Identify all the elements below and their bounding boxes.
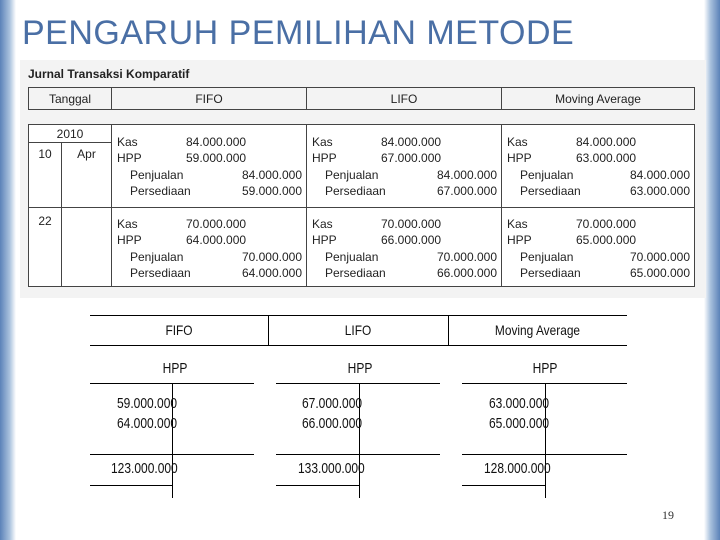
t-header-top-rule — [90, 315, 627, 316]
t-header-moving-average: Moving Average — [494, 322, 581, 338]
t-lifo-total: 133.000.000 — [298, 460, 365, 477]
lifo-entry-1: Kas 84.000.000 HPP 67.000.000 Penjualan 84.000.000 Persediaan 67.000.000 — [307, 125, 502, 208]
t-account-lifo-title: HPP — [347, 360, 373, 377]
t-avg-entry-2: 65.000.000 — [489, 415, 550, 432]
t-avg-total-rule — [462, 454, 627, 455]
t-avg-total: 128.000.000 — [484, 460, 551, 477]
day-cell-2: 22 — [29, 208, 62, 287]
day-cell-1: 10 — [29, 143, 62, 208]
avg-entry-2: Kas 70.000.000 HPP 65.000.000 Penjualan 70.000.000 Persediaan 65.000.000 — [502, 208, 695, 287]
t-avg-bottom-rule — [462, 485, 545, 486]
t-lifo-total-rule — [276, 454, 440, 455]
t-fifo-total: 123.000.000 — [111, 460, 178, 477]
t-lifo-entry-1: 67.000.000 — [302, 395, 363, 412]
year-cell: 2010 — [29, 125, 112, 143]
t-header-fifo: FIFO — [165, 322, 193, 338]
t-avg-entry-1: 63.000.000 — [489, 395, 550, 412]
fifo-entry-1: Kas 84.000.000 HPP 59.000.000 Penjualan 84.000.000 Persediaan 59.000.000 — [112, 125, 307, 208]
t-fifo-bottom-rule — [90, 485, 172, 486]
t-fifo-entry-2: 64.000.000 — [117, 415, 178, 432]
t-header-bottom-rule — [90, 345, 627, 346]
t-fifo-total-rule — [90, 454, 254, 455]
t-lifo-top-rule — [276, 383, 440, 384]
header-fifo: FIFO — [112, 88, 307, 110]
t-account-avg-title: HPP — [532, 360, 558, 377]
jurnal-title: Jurnal Transaksi Komparatif — [28, 67, 190, 81]
header-lifo: LIFO — [307, 88, 502, 110]
page-number: 19 — [662, 508, 674, 522]
slide-title: PENGARUH PEMILIHAN METODE — [22, 14, 575, 52]
t-header-divider-1 — [268, 315, 269, 345]
avg-entry-1: Kas 84.000.000 HPP 63.000.000 Penjualan 84.000.000 Persediaan 63.000.000 — [502, 125, 695, 208]
month-cell-1: Apr — [62, 143, 112, 208]
t-lifo-bottom-rule — [276, 485, 359, 486]
t-header-lifo: LIFO — [344, 322, 372, 338]
fifo-entry-2: Kas 70.000.000 HPP 64.000.000 Penjualan 70.000.000 Persediaan 64.000.000 — [112, 208, 307, 287]
t-header-divider-2 — [448, 315, 449, 345]
t-account-fifo-title: HPP — [162, 360, 188, 377]
lifo-entry-2: Kas 70.000.000 HPP 66.000.000 Penjualan 70.000.000 Persediaan 66.000.000 — [307, 208, 502, 287]
header-tanggal: Tanggal — [29, 88, 112, 110]
t-fifo-entry-1: 59.000.000 — [117, 395, 178, 412]
t-lifo-entry-2: 66.000.000 — [302, 415, 363, 432]
header-moving-average: Moving Average — [502, 88, 695, 110]
